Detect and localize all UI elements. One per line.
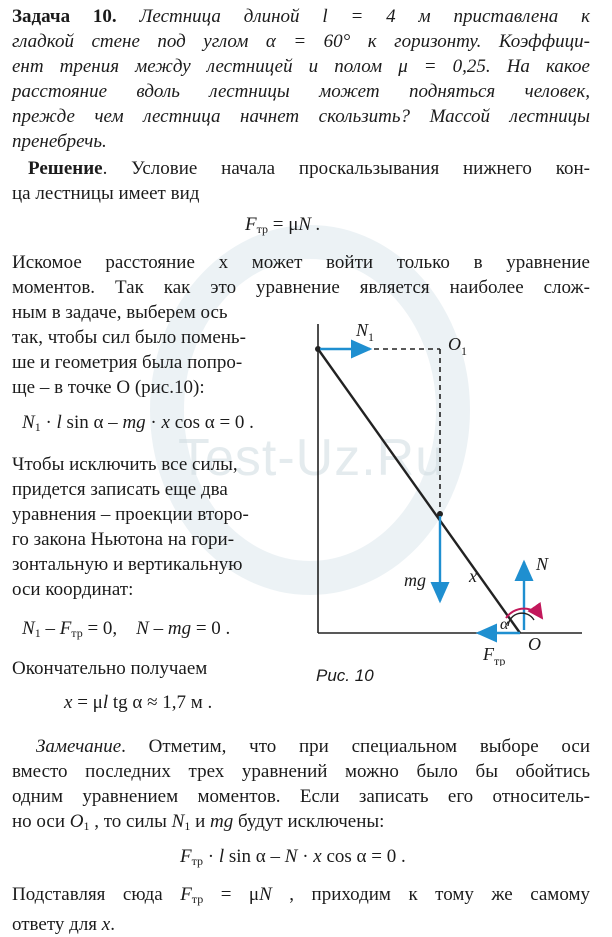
problem-label: Задача 10.	[12, 6, 117, 27]
ladder-line	[318, 349, 520, 633]
text-line: го закона Ньютона на гори-	[12, 529, 235, 550]
solution-para4	[12, 452, 294, 602]
solution-line: ца лестницы имеет вид	[12, 183, 200, 204]
solution-label: Решение	[28, 158, 103, 179]
label-O1: $O_1$	[448, 334, 467, 358]
problem-line: расстояние вдоль лестницы может подняться человек,	[12, 81, 590, 102]
solution-line: . Условие начала проскальзывания нижнего кон-	[102, 158, 590, 179]
label-O: O	[528, 634, 541, 654]
text-line: зонтальную и вертикальную	[12, 554, 243, 575]
figure-caption: Рис. 10	[316, 666, 374, 685]
equation-friction: $F_{тр} = \mu N$ .	[245, 214, 321, 236]
problem-line: Лестница длиной l = 4 м приставлена к	[139, 6, 590, 27]
text-line: ще – в точке O (рис.10):	[12, 377, 205, 398]
text-line: . Отметим, что при специальном выборе оси	[121, 736, 590, 757]
equation-moments: $N_1 \cdot l$ sin α – mg · x cos α = 0 .	[22, 412, 254, 434]
solution-para3	[12, 300, 294, 400]
ladder-diagram	[300, 316, 590, 666]
equation-newton: $N_1 - F_{тр} = 0$, N – mg = 0 .	[22, 618, 231, 640]
problem-line: прежде чем лестница начнет скользить? Массой лестницы	[12, 106, 590, 127]
solution-intro	[12, 156, 590, 206]
text-line: так, чтобы сил было помень-	[12, 327, 246, 348]
problem-text	[12, 4, 590, 154]
final-intro: Окончательно получаем	[12, 658, 208, 679]
text-line: вместо последних трех уравнений можно было бы обойтись	[12, 761, 590, 782]
text-line: оси координат:	[12, 579, 134, 600]
text-line: но оси $O_1$ , то силы $N_1$ и mg будут исключены:	[12, 811, 385, 833]
figure-10	[300, 316, 590, 671]
text-line: Искомое расстояние x может войти только в уравнение	[12, 252, 590, 273]
equation-result: x = μl tg α ≈ 1,7 м .	[64, 692, 213, 713]
text-line: Чтобы исключить все силы,	[12, 454, 238, 475]
label-mg: mg	[404, 570, 426, 590]
label-alpha: α	[500, 616, 509, 633]
equation-O1: $F_{тр} \cdot l$ sin α – N · x cos α = 0 .	[180, 846, 406, 868]
text-line: Подставляя сюда $F_{тр} = \mu N$ , приходим к тому же самому	[12, 884, 590, 906]
text-line: уравнения – проекции второ-	[12, 504, 249, 525]
label-N: N	[536, 554, 549, 574]
remark-label: Замечание	[36, 736, 122, 757]
text-line: одним уравнением моментов. Если записать его относитель-	[12, 786, 590, 807]
closing-text	[12, 882, 590, 937]
text-line: моментов. Так как это уравнение является наиболее слож-	[12, 277, 590, 298]
text-line: ным в задаче, выберем ось	[12, 302, 228, 323]
text-line: придется записать еще два	[12, 479, 228, 500]
solution-para2	[12, 250, 590, 300]
watermark-text: Test-Uz.Ru	[178, 429, 446, 487]
problem-line: гладкой стене под углом α = 60° к горизонту. Коэффици-	[12, 31, 590, 52]
label-x: x	[469, 566, 477, 586]
remark-text	[12, 734, 590, 839]
problem-line: пренебречь.	[12, 131, 107, 152]
text-line: ответу для x.	[12, 914, 115, 935]
label-N1: $N_1$	[356, 320, 375, 344]
label-Ftr: $F_{тр}$	[483, 644, 506, 666]
text-line: ше и геометрия была попро-	[12, 352, 243, 373]
problem-line: ент трения между лестницей и полом μ = 0,25. На какое	[12, 56, 590, 77]
